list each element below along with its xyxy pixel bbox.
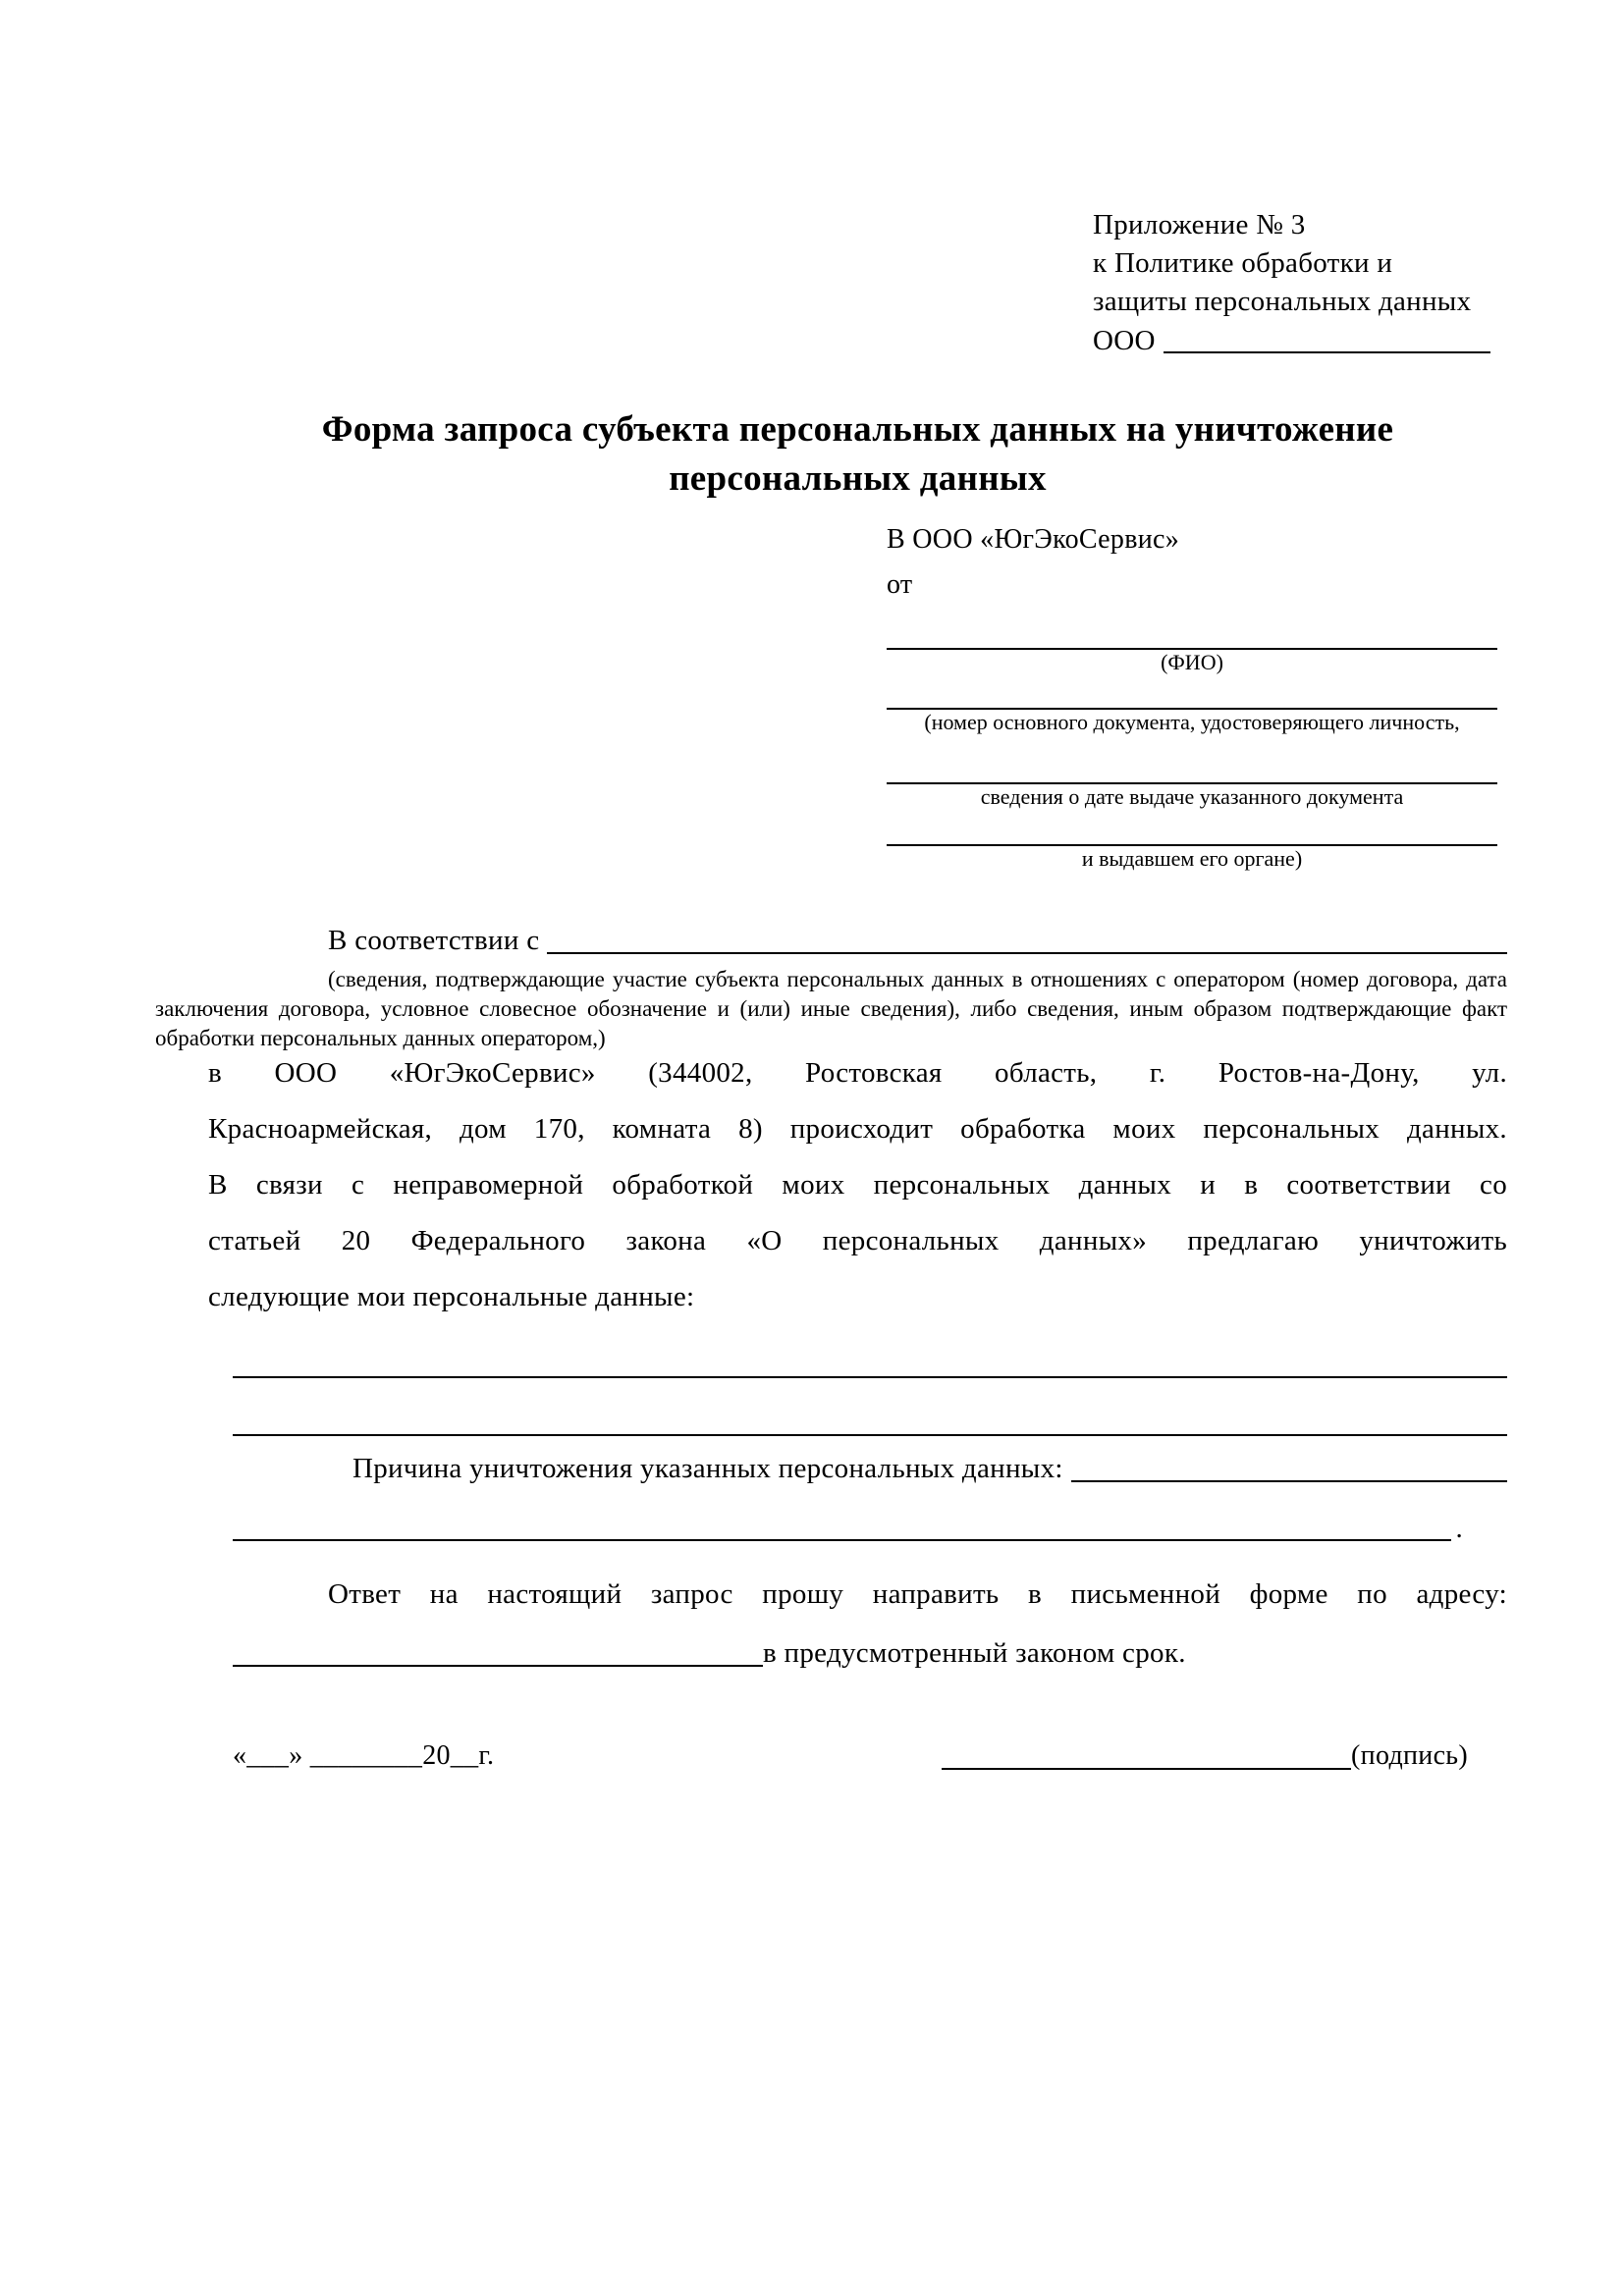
recipient-org: В ООО «ЮгЭкоСервис»: [887, 524, 1180, 555]
company-name-blank-line: [1164, 350, 1490, 353]
body-line: статьей 20 Федерального закона «О персональных данных» предлагаю уничтожить: [208, 1225, 1507, 1256]
reason-label: Причина уничтожения указанных персональных данных:: [352, 1453, 1063, 1484]
document-number-blank-line: [887, 675, 1497, 710]
body-line: Красноармейская, дом 170, комната 8) происходит обработка моих персональных данных.: [208, 1113, 1507, 1145]
footer-row: [208, 1735, 1507, 1777]
page-title-line-1: Форма запроса субъекта персональных данных на уничтожение: [321, 409, 1394, 450]
accordance-footnote: (сведения, подтверждающие участие субъекта персональных данных в отношениях с оператором (номер договора, дата заключения договора, условное словесное обозначение и (или) иные сведения), либо сведения, иным образом подтверждающие факт обработки персональных данных оператором,): [155, 967, 1507, 1050]
body-paragraph: [208, 1045, 1507, 1325]
fio-blank-line: [887, 605, 1497, 650]
appendix-line-4: [1093, 321, 1490, 360]
signature-caption: (подпись): [1351, 1740, 1468, 1771]
appendix-line-2: к Политике обработки и: [1093, 247, 1393, 279]
address-blank-line: [233, 1664, 763, 1667]
reason-line: [208, 1448, 1507, 1489]
reason-continuation-line: [233, 1489, 1463, 1548]
issuing-authority-blank-line: [887, 810, 1497, 846]
reason-continuation-blank: [233, 1538, 1451, 1541]
accordance-line: [208, 920, 1507, 961]
appendix-line-1: Приложение № 3: [1093, 209, 1306, 240]
signature-blank-line: [942, 1767, 1351, 1770]
issuing-authority-caption: и выдавшем его органе): [1081, 846, 1303, 871]
fio-caption: (ФИО): [1161, 650, 1223, 674]
personal-data-blank-line-1: [233, 1325, 1507, 1378]
answer-deadline-text: в предусмотренный законом срок.: [763, 1637, 1186, 1669]
company-prefix: ООО: [1093, 325, 1156, 356]
body-line: В связи с неправомерной обработкой моих персональных данных и в соответствии со: [208, 1169, 1507, 1201]
signature-area: [942, 1735, 1468, 1777]
answer-request-line: Ответ на настоящий запрос прошу направить в письменной форме по адресу:: [328, 1578, 1507, 1610]
body-line: в ООО «ЮгЭкоСервис» (344002, Ростовская область, г. Ростов-на-Дону, ул.: [208, 1057, 1507, 1089]
accordance-blank-line: [547, 951, 1507, 954]
trailing-period: .: [1455, 1513, 1463, 1544]
issue-date-blank-line: [887, 735, 1497, 784]
reason-blank-line: [1071, 1479, 1507, 1482]
personal-data-blank-line-2: [233, 1378, 1507, 1436]
issue-date-caption: сведения о дате выдаче указанного документа: [980, 784, 1404, 809]
body-line: следующие мои персональные данные:: [208, 1281, 695, 1312]
page-title-line-2: персональных данных: [669, 458, 1047, 499]
page-title: [208, 405, 1507, 504]
recipient-block: [887, 520, 1497, 872]
appendix-note: [1093, 206, 1490, 360]
appendix-line-3: защиты персональных данных: [1093, 286, 1472, 317]
document-number-caption: (номер основного документа, удостоверяющего личность,: [924, 710, 1460, 734]
date-line: «___» ________20__г.: [233, 1740, 495, 1771]
accordance-lead: В соответствии с: [328, 925, 540, 956]
answer-address-line: [233, 1632, 1507, 1674]
from-label: от: [887, 569, 913, 600]
